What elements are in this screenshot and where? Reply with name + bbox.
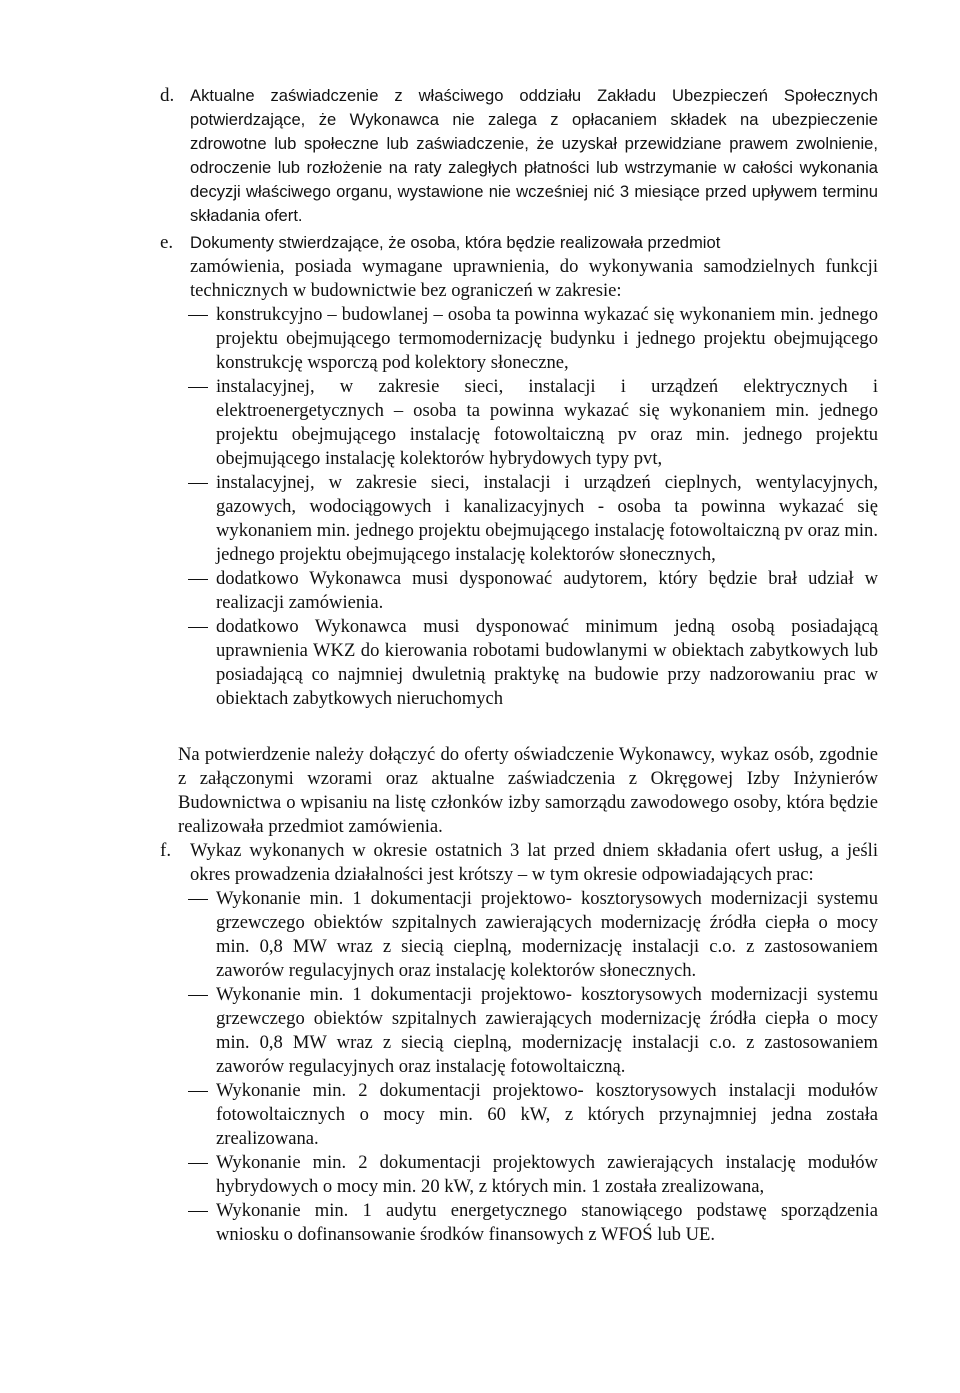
item-e-note-text: Na potwierdzenie należy dołączyć do oferty oświadczenie Wykonawcy, wykaz osób, zgodnie z załączonymi wzorami oraz aktualne zaświadczenia z Okręgowej Izby Inżynierów Budownictwa o wpisaniu na listę członków izby samorządu zawodowego osoby, która będzie realizowała przedmiot zamówienia. <box>178 744 878 837</box>
dash-bullet <box>188 627 208 628</box>
item-f-subitem-5: Wykonanie min. 1 audytu energetycznego stanowiącego podstawę sporządzenia wniosku o dofinansowanie środków finansowych z WFOŚ lub UE. <box>216 1199 878 1247</box>
dash-bullet <box>188 579 208 580</box>
item-f <box>160 839 878 1247</box>
dash-bullet <box>188 483 208 484</box>
item-e-note <box>178 743 878 839</box>
dash-bullet <box>188 315 208 316</box>
item-e-intro-part1: Dokumenty stwierdzające, że osoba, która będzie realizowała przedmiot <box>190 233 721 252</box>
item-f-subitem-1: Wykonanie min. 1 dokumentacji projektowo- kosztorysowych modernizacji systemu grzewczego obiektów szpitalnych zawierających modernizację źródła ciepła o mocy min. 0,8 MW wraz z siecią cieplną, modernizację instalacji c.o. z zastosowaniem zaworów regulacyjnych oraz instalację kolektorów słonecznych. <box>216 887 878 983</box>
item-e-subitem-3: instalacyjnej, w zakresie sieci, instalacji i urządzeń cieplnych, wentylacyjnych, gazowych, wodociągowych i kanalizacyjnych - osoba ta powinna wykazać się wykonaniem min. jednego projektu obejmującego instalację fotowoltaiczną pv oraz min. jednego projektu obejmującego instalację kolektorów słonecznych, <box>216 471 878 567</box>
dash-bullet <box>188 995 208 996</box>
item-e-subitem-2: instalacyjnej, w zakresie sieci, instalacji i urządzeń elektrycznych i elektroenergetycznych – osoba ta powinna wykazać się wykonaniem min. jednego projektu obejmującego instalację fotowoltaiczną pv oraz min. jednego projektu obejmującego instalację kolektorów hybrydowych typy pvt, <box>216 375 878 471</box>
item-f-subitem-3: Wykonanie min. 2 dokumentacji projektowo- kosztorysowych instalacji modułów fotowoltaicznych o mocy min. 60 kW, z których przynajmniej jedna została zrealizowana. <box>216 1079 878 1151</box>
item-f-intro: Wykaz wykonanych w okresie ostatnich 3 lat przed dniem składania ofert usług, a jeśli okres prowadzenia działalności jest krótszy – w tym okresie odpowiadających prac: <box>190 840 878 885</box>
item-d <box>160 84 878 228</box>
dash-bullet <box>188 387 208 388</box>
item-e-subitem-1: konstrukcyjno – budowlanej – osoba ta powinna wykazać się wykonaniem min. jednego projektu obejmującego termomodernizację budynku i jednego projektu obejmującego konstrukcję wsporczą pod kolektory słoneczne, <box>216 303 878 375</box>
item-e-marker: e. <box>160 232 174 253</box>
item-d-text: Aktualne zaświadczenie z właściwego oddziału Zakładu Ubezpieczeń Społecznych potwierdzające, że Wykonawca nie zalega z opłacaniem składek na ubezpieczenie zdrowotne lub społeczne lub zaświadczenie, że uzyskał przewidziane prawem zwolnienie, odroczenie lub rozłożenie na raty zaległych płatności lub wstrzymanie w całości wykonania decyzji właściwego organu, wystawione nie wcześniej nić 3 miesiące przed upływem terminu składania ofert. <box>190 86 878 225</box>
dash-bullet <box>188 1163 208 1164</box>
dash-bullet <box>188 899 208 900</box>
item-f-marker: f. <box>160 840 172 861</box>
item-d-marker: d. <box>160 85 175 106</box>
item-f-subitem-4: Wykonanie min. 2 dokumentacji projektowych zawierających instalację modułów hybrydowych o mocy min. 20 kW, z których min. 1 została zrealizowana, <box>216 1151 878 1199</box>
dash-bullet <box>188 1091 208 1092</box>
item-e-subitem-5: dodatkowo Wykonawca musi dysponować minimum jedną osobą posiadającą uprawnienia WKZ do kierowania robotami budowlanymi w obiektach zabytkowych lub posiadającą co najmniej dwuletnią praktykę na budowie przy nadzorowaniu prac w obiektach zabytkowych nieruchomych <box>216 615 878 711</box>
item-f-subitem-2: Wykonanie min. 1 dokumentacji projektowo- kosztorysowych modernizacji systemu grzewczego obiektów szpitalnych zawierających modernizację źródła ciepła o mocy min. 0,8 MW wraz z siecią cieplną, modernizację instalacji c.o. z zastosowaniem zaworów regulacyjnych oraz instalację fotowoltaiczną. <box>216 983 878 1079</box>
item-e-subitem-4: dodatkowo Wykonawca musi dysponować audytorem, który będzie brał udział w realizacji zamówienia. <box>216 567 878 615</box>
item-e-intro-part2: zamówienia, posiada wymagane uprawnienia, do wykonywania samodzielnych funkcji technicznych w budownictwie bez ograniczeń w zakresie: <box>190 256 878 301</box>
dash-bullet <box>188 1211 208 1212</box>
item-e <box>160 231 878 711</box>
